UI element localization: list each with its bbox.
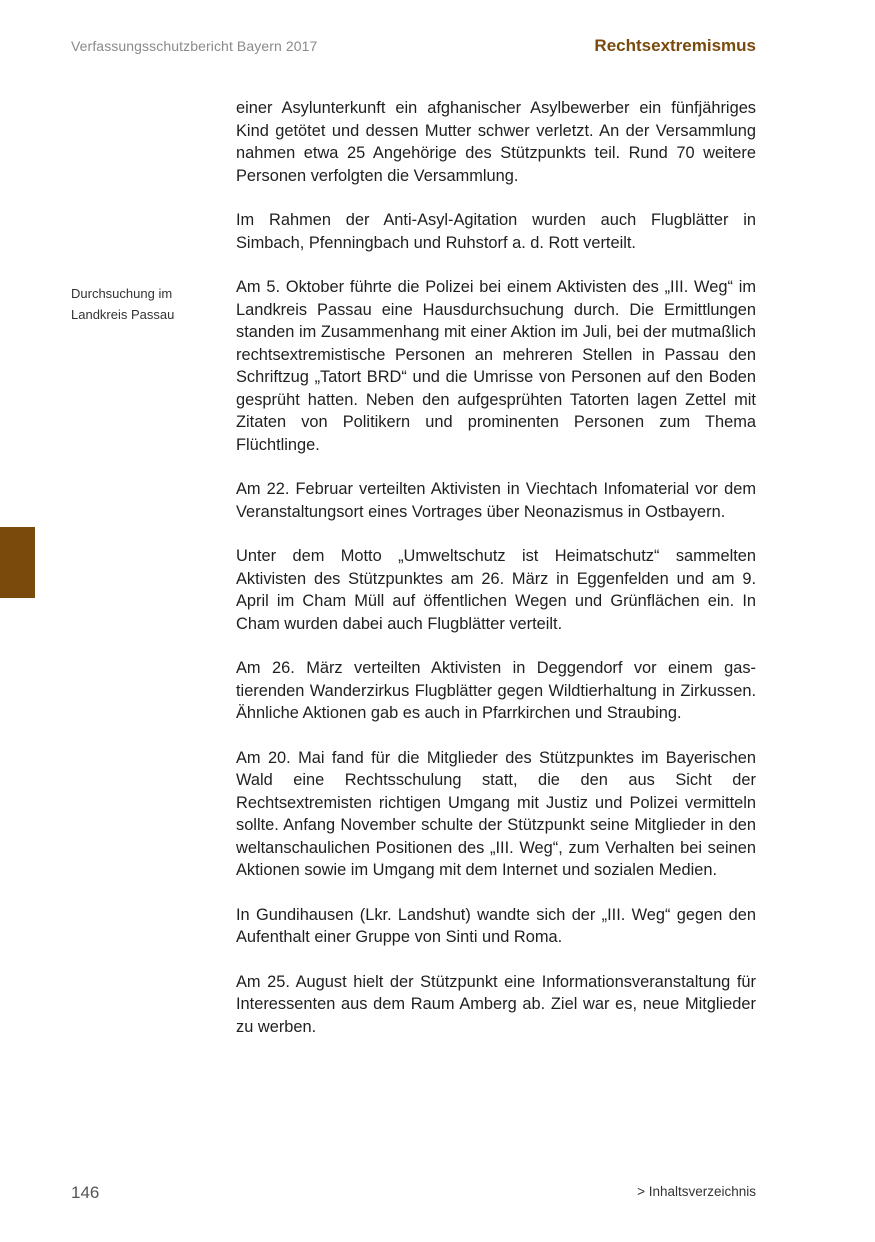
paragraph-9: Am 25. August hielt der Stützpunkt eine Informationsveranstaltung für Interessenten aus dem Raum Amberg ab. Ziel war es, neue Mitglieder zu werben. — [236, 972, 756, 1036]
paragraph-3: Am 5. Oktober führte die Polizei bei einem Aktivisten des „III. Weg“ im Landkreis Passau eine Hausdurchsuchung durch. Die Ermittlungen standen im Zusammenhang mit einer Aktion im Juli, bei der mutmaßlich rechtsextremistische Personen an mehreren Stellen in Passau den Schriftzug „Tatort BRD“ und die Umrisse von Personen auf den Boden gesprüht hatten. Neben den aufgesprühten Tatorten lagen Zettel mit Zitaten von Politikern und prominenten Personen zum Thema Flüchtlinge. — [236, 278, 756, 454]
paragraph-2: Im Rahmen der Anti-Asyl-Agitation wurden auch Flugblätter in Simbach, Pfenningbach und Ruhstorf a. d. Rott verteilt. — [236, 211, 756, 252]
paragraph-1: einer Asylunterkunft ein afghanischer Asylbewerber ein fünfjähriges Kind getötet und dessen Mutter schwer verletzt. An der Versammlung nahmen etwa 25 Angehörige des Stützpunkts teil. Rund 70 weitere Personen verfolgten die Versammlung. — [236, 99, 756, 185]
body-text — [236, 97, 756, 1060]
paragraph-7: Am 20. Mai fand für die Mitglieder des Stützpunktes im Bayerischen Wald eine Rechtsschulung statt, die den aus Sicht der Rechtsextremisten richtigen Umgang mit Justiz und Polizei vermitteln sollte. Anfang November schulte der Stützpunkt seine Mitglieder in den weltanschaulichen Positionen des „III. Weg“, zum Verhalten bei seinen Aktionen sowie im Umgang mit dem Internet und sozialen Medien. — [236, 748, 756, 879]
section-title: Rechtsextremismus — [594, 36, 756, 55]
report-title: Verfassungsschutzbericht Bayern 2017 — [71, 38, 318, 54]
chapter-marker-tab — [0, 527, 35, 598]
page-number: 146 — [71, 1183, 100, 1202]
margin-note — [71, 283, 221, 325]
paragraph-5: Unter dem Motto „Umweltschutz ist Heimatschutz“ sammelten Aktivisten des Stützpunktes am 26. März in Eggenfelden und am 9. April im Cham Müll auf öffentlichen Wegen und Grünflächen ein. In Cham wurden dabei auch Flugblätter verteilt. — [236, 547, 756, 633]
margin-note-line-2: Landkreis Passau — [71, 307, 175, 322]
paragraph-8: In Gundihausen (Lkr. Landshut) wandte sich der „III. Weg“ gegen den Aufenthalt einer Gruppe von Sinti und Roma. — [236, 905, 756, 946]
paragraph-4: Am 22. Februar verteilten Aktivisten in Viechtach Infomaterial vor dem Veranstaltungsort eines Vortrages über Neonazismus in Ostbayern. — [236, 480, 756, 521]
table-of-contents-link[interactable]: > Inhaltsverzeichnis — [637, 1184, 756, 1199]
margin-note-line-1: Durchsuchung im — [71, 286, 173, 301]
paragraph-6: Am 26. März verteilten Aktivisten in Deggendorf vor einem gastierenden Wanderzirkus Flugblätter gegen Wildtierhaltung in Zirkussen. Ähnliche Aktionen gab es auch in Pfarrkirchen und Straubing. — [236, 659, 756, 722]
